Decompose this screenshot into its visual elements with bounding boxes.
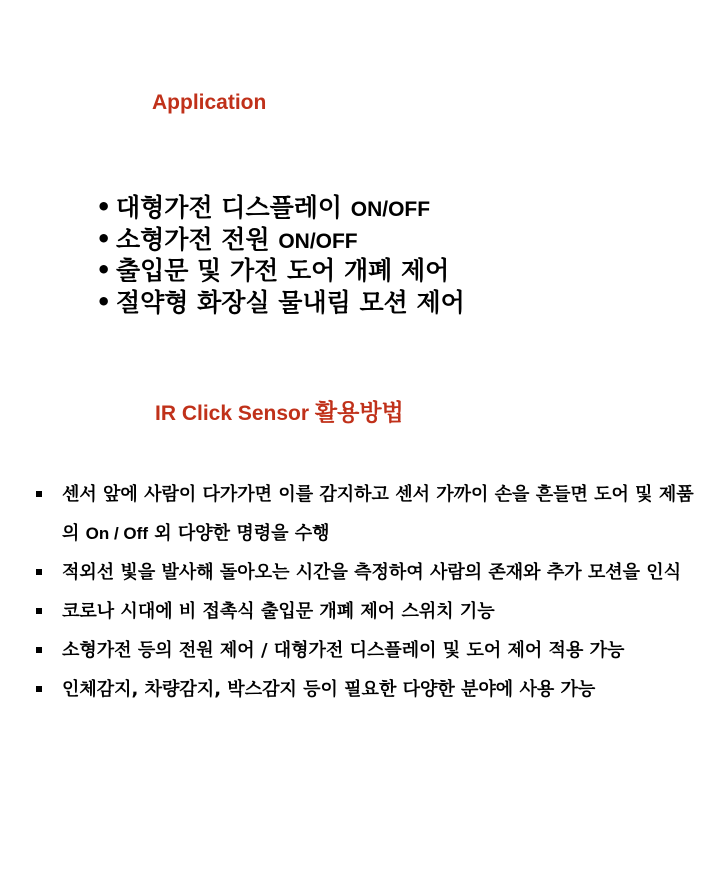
usage-heading — [155, 396, 404, 430]
list-item — [34, 553, 694, 592]
item-text-en: ON/OFF — [278, 229, 358, 253]
item-text: 센서 앞에 사람이 다가가면 이를 감지하고 센서 가까이 손을 흔들면 도어 및 제품의 — [62, 484, 694, 544]
list-item — [96, 255, 465, 287]
item-text: 인체감지, 차량감지, 박스감지 등이 필요한 다양한 분야에 사용 가능 — [62, 679, 596, 700]
list-item — [96, 287, 465, 319]
list-item — [96, 224, 465, 256]
application-heading: Application — [152, 91, 267, 114]
item-text: 대형가전 디스플레이 — [116, 193, 351, 222]
item-text-en: On / Off — [85, 524, 148, 543]
list-item — [34, 475, 694, 553]
item-text: 코로나 시대에 비 접촉식 출입문 개폐 제어 스위치 기능 — [62, 601, 495, 622]
list-item — [34, 592, 694, 631]
list-item — [34, 631, 694, 670]
item-text: 소형가전 전원 — [116, 224, 279, 254]
usage-heading-ko: 활용방법 — [314, 399, 404, 425]
application-list — [96, 192, 465, 318]
usage-list — [34, 475, 694, 709]
item-text-post: 외 다양한 명령을 수행 — [147, 523, 330, 544]
item-text-en: ON/OFF — [350, 198, 431, 221]
usage-heading-en: IR Click Sensor — [155, 402, 315, 425]
list-item — [96, 192, 465, 224]
item-text: 소형가전 등의 전원 제어 / 대형가전 디스플레이 및 도어 제어 적용 가능 — [62, 640, 625, 661]
item-text: 출입문 및 가전 도어 개폐 제어 — [116, 256, 450, 285]
list-item — [34, 670, 694, 709]
item-text: 적외선 빛을 발사해 돌아오는 시간을 측정하여 사람의 존재와 추가 모션을 인식 — [62, 562, 682, 583]
item-text: 절약형 화장실 물내림 모션 제어 — [116, 287, 465, 317]
